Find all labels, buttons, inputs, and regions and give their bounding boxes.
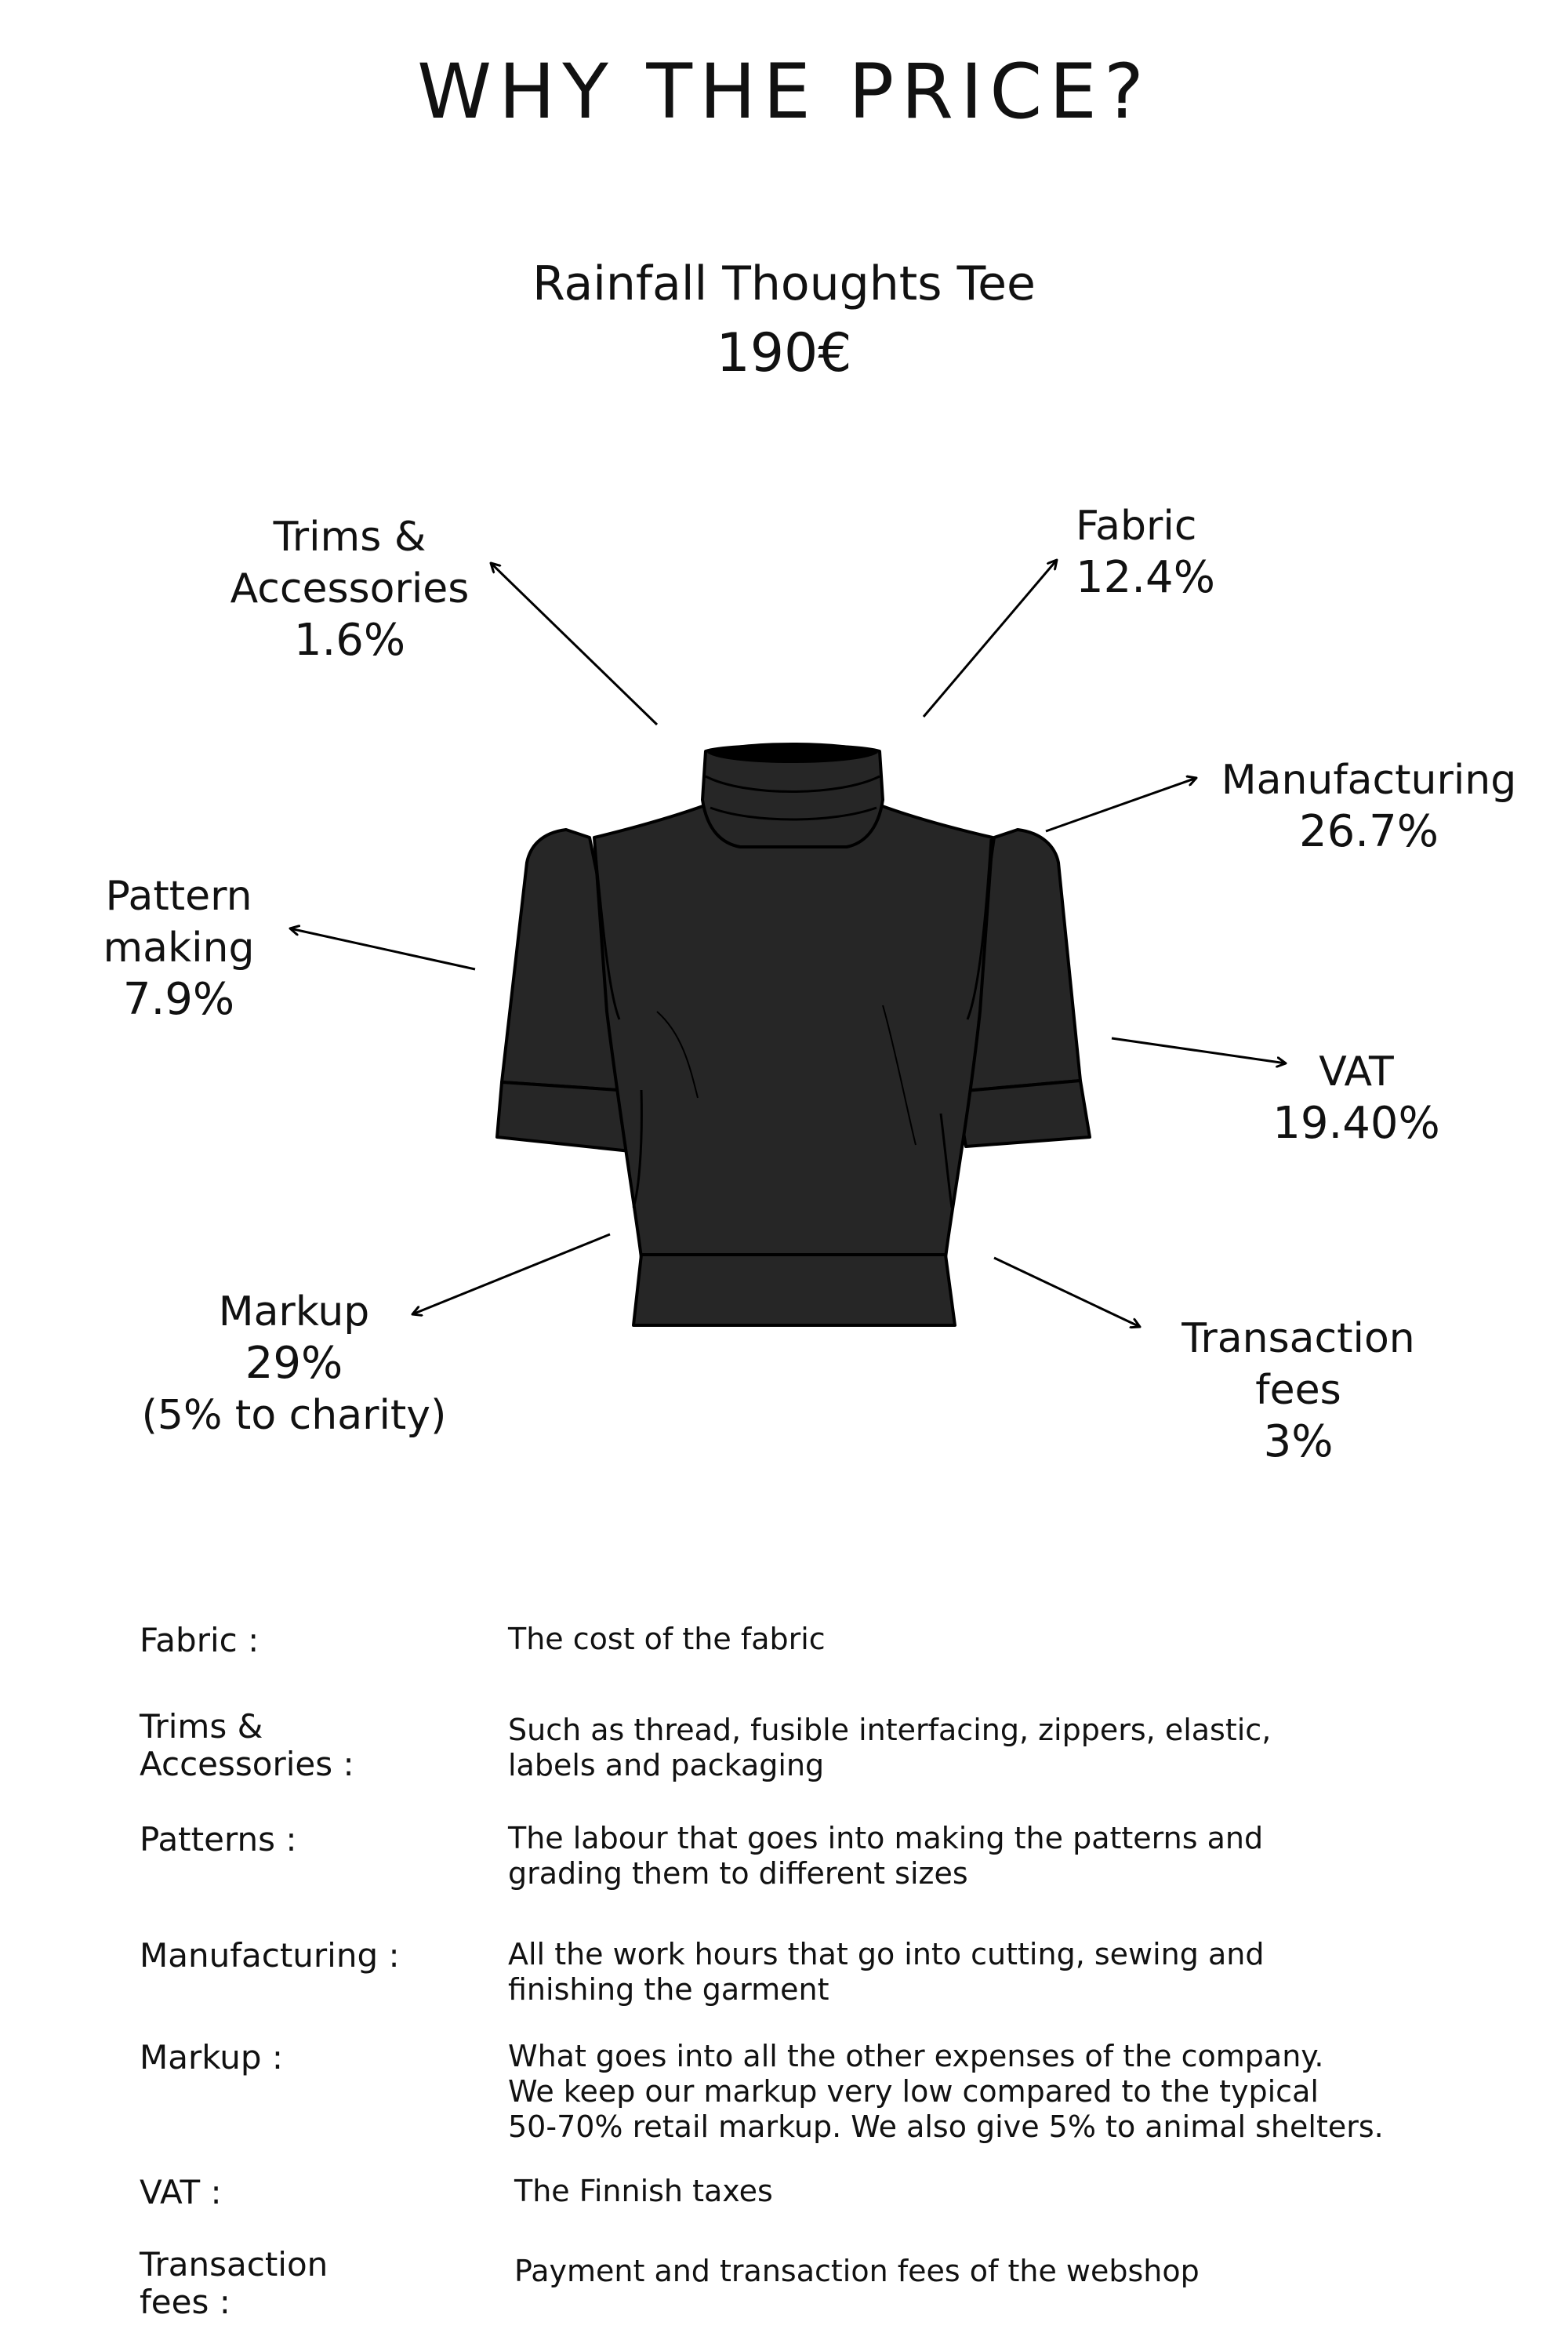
definition-description: [508, 1713, 1527, 1783]
desc-line: Such as thread, fusible interfacing, zippers, elastic,: [508, 1713, 1272, 1747]
term-line: Transaction: [140, 2245, 328, 2284]
arrow-icon: [1046, 778, 1196, 831]
definition-term: [140, 1821, 485, 1859]
definition-term: [140, 1708, 485, 1783]
label-value: 26.7%: [1299, 806, 1439, 857]
definition-description: [508, 1622, 1527, 1657]
turtleneck-tee-illustration: [497, 743, 1090, 1325]
term-line: Manufacturing :: [140, 1936, 400, 1975]
arrow-icon: [924, 560, 1057, 717]
definition-description: [514, 2174, 1534, 2209]
term-line: Trims &: [140, 1707, 263, 1746]
definition-description: [508, 1937, 1527, 2008]
term-line: Fabric :: [140, 1621, 260, 1659]
label-line: Manufacturing: [1221, 757, 1517, 804]
breakdown-label-transaction: [1149, 1313, 1447, 1468]
definition-term: [140, 2174, 485, 2211]
breakdown-label-vat: [1239, 1046, 1474, 1150]
term-line: Accessories :: [140, 1745, 354, 1783]
term-line: Patterns :: [140, 1820, 297, 1859]
label-value: 19.40%: [1272, 1098, 1440, 1149]
product-name: Rainfall Thoughts Tee: [532, 256, 1036, 311]
definition-description: [508, 2039, 1527, 2145]
desc-line: What goes into all the other expenses of the company.: [508, 2039, 1324, 2073]
term-line: fees :: [140, 2283, 230, 2321]
page-title: WHY THE PRICE?: [417, 48, 1151, 136]
breakdown-label-fabric: [1076, 500, 1232, 604]
label-line: Accessories: [230, 565, 470, 612]
breakdown-label-trims: [193, 511, 506, 667]
term-line: Markup :: [140, 2038, 284, 2077]
desc-line: The labour that goes into making the patterns and: [508, 1821, 1264, 1855]
label-value: 12.4%: [1076, 552, 1215, 603]
label-value: 1.6%: [293, 615, 406, 666]
breakdown-label-markup: [118, 1286, 470, 1441]
breakdown-label-manufacturing: [1204, 754, 1534, 858]
label-value: 7.9%: [122, 974, 235, 1025]
body: [594, 794, 993, 1258]
label-line: making: [103, 925, 255, 972]
arrow-icon: [491, 563, 657, 725]
label-line: Trims &: [273, 514, 426, 561]
desc-line: 50-70% retail markup. We also give 5% to animal shelters.: [508, 2109, 1384, 2144]
arrow-icon: [994, 1258, 1140, 1327]
hem-band: [633, 1255, 955, 1325]
desc-line: Payment and transaction fees of the webshop: [514, 2254, 1200, 2288]
breakdown-label-pattern: [61, 870, 296, 1026]
label-line: Fabric: [1076, 503, 1197, 550]
definition-term: [140, 1937, 485, 1975]
label-line: Transaction: [1181, 1315, 1415, 1362]
label-value: 29%: [245, 1338, 343, 1389]
term-line: VAT :: [140, 2173, 222, 2211]
definition-description: [514, 2254, 1534, 2289]
definition-term: [140, 1622, 485, 1659]
definition-term: [140, 2039, 485, 2077]
definition-term: [140, 2246, 485, 2321]
collar-opening: [709, 743, 877, 762]
label-note: (5% to charity): [141, 1392, 447, 1439]
arrow-icon: [290, 928, 475, 969]
right-cuff: [956, 1081, 1090, 1146]
desc-line: The cost of the fabric: [508, 1622, 826, 1656]
desc-line: finishing the garment: [508, 1972, 829, 2007]
desc-line: labels and packaging: [508, 1748, 825, 1782]
desc-line: The Finnish taxes: [514, 2174, 773, 2208]
label-line: VAT: [1319, 1048, 1394, 1096]
label-line: Pattern: [105, 873, 252, 920]
label-line: Markup: [218, 1288, 370, 1335]
desc-line: All the work hours that go into cutting, sewing and: [508, 1937, 1265, 1971]
desc-line: We keep our markup very low compared to the typical: [508, 2074, 1319, 2109]
product-price: 190€: [716, 322, 852, 384]
label-line: fees: [1255, 1367, 1341, 1414]
label-value: 3%: [1263, 1416, 1334, 1467]
definition-description: [508, 1821, 1527, 1891]
desc-line: grading them to different sizes: [508, 1856, 968, 1891]
